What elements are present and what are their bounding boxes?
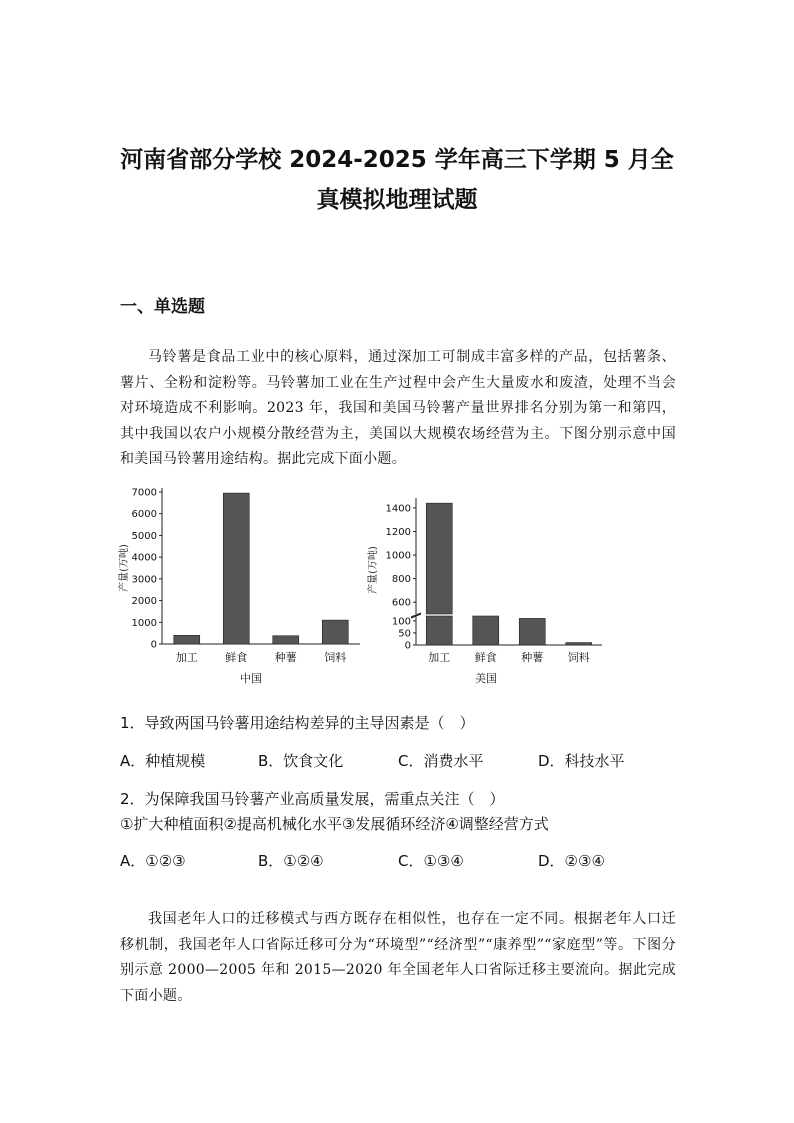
y-tick-label: 100 <box>391 616 411 628</box>
bar-鲜食 <box>223 493 249 644</box>
y-tick-label: 600 <box>391 597 411 609</box>
q2-option-d[interactable]: D．②③④ <box>538 852 605 870</box>
y-tick-label: 0 <box>150 639 157 651</box>
y-tick-label: 3000 <box>131 574 157 586</box>
x-tick-label: 鲜食 <box>225 651 248 664</box>
section-heading: 一、单选题 <box>120 297 205 317</box>
passage-elderly-migration: 我国老年人口的迁移模式与西方既存在相似性，也存在一定不同。根据老年人口迁移机制，我国老年人口省际迁移可分为“环境型”“经济型”“康养型”“家庭型”等。下图分别示意 2000—2005 年和 2015—2020 年全国老年人口省际迁移主要流向。据此完成下面小题。 <box>120 911 676 1004</box>
bar-加工-lower <box>426 616 452 645</box>
question-2-statements: ①扩大种植面积②提高机械化水平③发展循环经济④调整经营方式 <box>120 815 549 833</box>
document-title <box>60 140 734 220</box>
x-tick-label: 种薯 <box>521 651 544 664</box>
chart-caption: 中国 <box>240 672 262 685</box>
question-1: 1．导致两国马铃薯用途结构差异的主导因素是（ ） <box>120 714 475 732</box>
y-tick-label: 7000 <box>131 487 157 499</box>
y-tick-label: 0 <box>404 640 411 652</box>
x-tick-label: 饲料 <box>324 651 347 664</box>
bar-饲料 <box>322 620 348 644</box>
chart-caption: 美国 <box>475 672 497 685</box>
x-tick-label: 加工 <box>428 651 451 664</box>
bar-加工 <box>174 635 200 644</box>
bar-加工-upper <box>426 503 452 614</box>
y-tick-label: 2000 <box>131 596 157 608</box>
usa-potato-chart <box>362 490 622 690</box>
y-tick-label: 800 <box>391 574 411 586</box>
x-tick-label: 种薯 <box>274 651 297 664</box>
y-tick-label: 1400 <box>385 503 411 515</box>
bar-饲料 <box>566 643 592 645</box>
q1-option-c[interactable]: C．消费水平 <box>398 752 484 770</box>
y-tick-label: 50 <box>398 628 411 640</box>
y-tick-label: 1000 <box>385 550 411 562</box>
q1-option-b[interactable]: B．饮食文化 <box>258 752 344 770</box>
q2-option-c[interactable]: C．①③④ <box>398 852 464 870</box>
china-potato-chart <box>110 480 370 690</box>
q1-option-a[interactable]: A．种植规模 <box>120 752 206 770</box>
title-line-1: 河南省部分学校 2024-2025 学年高三下学期 5 月全 <box>120 147 674 173</box>
q2-option-b[interactable]: B．①②④ <box>258 852 324 870</box>
y-tick-label: 6000 <box>131 509 157 521</box>
y-tick-label: 5000 <box>131 530 157 542</box>
title-line-2: 真模拟地理试题 <box>316 187 478 213</box>
bar-种薯 <box>519 618 545 645</box>
x-tick-label: 饲料 <box>567 651 590 664</box>
y-axis-label: 产量(万吨) <box>368 546 379 594</box>
y-axis-label: 产量(万吨) <box>119 544 130 592</box>
bar-鲜食-lower <box>473 616 499 645</box>
bar-种薯 <box>273 636 299 644</box>
y-tick-label: 1200 <box>385 526 411 538</box>
x-tick-label: 鲜食 <box>474 651 497 664</box>
y-tick-label: 4000 <box>131 552 157 564</box>
q1-option-d[interactable]: D．科技水平 <box>538 752 625 770</box>
q2-option-a[interactable]: A．①②③ <box>120 852 186 870</box>
y-tick-label: 1000 <box>131 617 157 629</box>
x-tick-label: 加工 <box>175 651 198 664</box>
passage-potato: 马铃薯是食品工业中的核心原料，通过深加工可制成丰富多样的产品，包括薯条、薯片、全粉和淀粉等。马铃薯加工业在生产过程中会产生大量废水和废渣，处理不当会对环境造成不利影响。2023 年，我国和美国马铃薯产量世界排名分别为第一和第四，其中我国以农户小规模分散经营为主，美国以大规模农场经营为主。下图分别示意中国和美国马铃薯用途结构。据此完成下面小题。 <box>120 349 676 467</box>
question-2: 2．为保障我国马铃薯产业高质量发展，需重点关注（ ） <box>120 790 505 808</box>
